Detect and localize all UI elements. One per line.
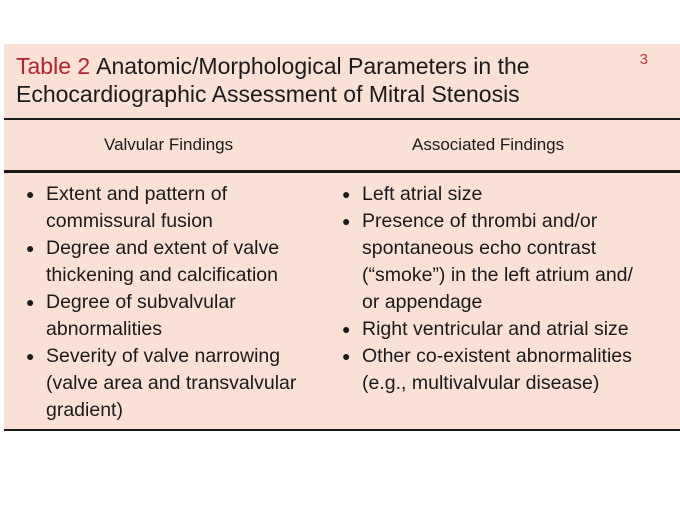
list-item-line: Right ventricular and atrial size	[362, 318, 629, 340]
table-title-text-1: Anatomic/Morphological Parameters in the	[96, 53, 530, 79]
column-header-valvular: Valvular Findings	[104, 135, 234, 154]
table-title-line-2: Echocardiographic Assessment of Mitral Stenosis	[16, 81, 520, 107]
list-item	[342, 343, 678, 397]
bullet-icon: ●	[342, 321, 351, 337]
page-number: 3	[639, 51, 648, 68]
list-item	[342, 316, 678, 343]
table-header-row	[4, 120, 680, 173]
list-item-line: abnormalities	[46, 318, 162, 340]
bullet-icon: ●	[26, 186, 35, 202]
column-header-associated: Associated Findings	[412, 135, 565, 154]
list-item	[26, 343, 326, 424]
valvular-findings-list	[26, 181, 326, 424]
list-item-line: Degree and extent of valve	[46, 237, 280, 259]
list-item	[26, 289, 326, 343]
list-item-line: (valve area and transvalvular	[46, 372, 297, 394]
list-item-line: gradient)	[46, 399, 123, 421]
bullet-icon: ●	[26, 348, 35, 364]
bullet-icon: ●	[342, 348, 351, 364]
table-title	[4, 44, 680, 120]
list-item-line: spontaneous echo contrast	[362, 237, 597, 259]
bullet-icon: ●	[342, 213, 351, 229]
table-title-line-1	[16, 52, 530, 80]
table-label: Table 2	[16, 53, 91, 79]
list-item-line: Degree of subvalvular	[46, 291, 236, 313]
list-item-line: Other co-existent abnormalities	[362, 345, 632, 367]
bullet-icon: ●	[26, 240, 35, 256]
list-item-line: thickening and calcification	[46, 264, 278, 286]
list-item-line: commissural fusion	[46, 210, 213, 232]
table	[4, 44, 680, 431]
bullet-icon: ●	[342, 186, 351, 202]
list-item	[342, 181, 678, 208]
list-item	[26, 235, 326, 289]
list-item-line: Left atrial size	[362, 183, 483, 205]
list-item-line: (“smoke”) in the left atrium and/	[362, 264, 633, 286]
list-item-line: (e.g., multivalvular disease)	[362, 372, 600, 394]
list-item-line: Severity of valve narrowing	[46, 345, 281, 367]
bullet-icon: ●	[26, 294, 35, 310]
list-item-line: Presence of thrombi and/or	[362, 210, 598, 232]
associated-findings-list	[342, 181, 678, 397]
list-item-line: Extent and pattern of	[46, 183, 228, 205]
list-item	[342, 208, 678, 316]
table-body-row	[4, 173, 680, 431]
list-item	[26, 181, 326, 235]
list-item-line: or appendage	[362, 291, 483, 313]
